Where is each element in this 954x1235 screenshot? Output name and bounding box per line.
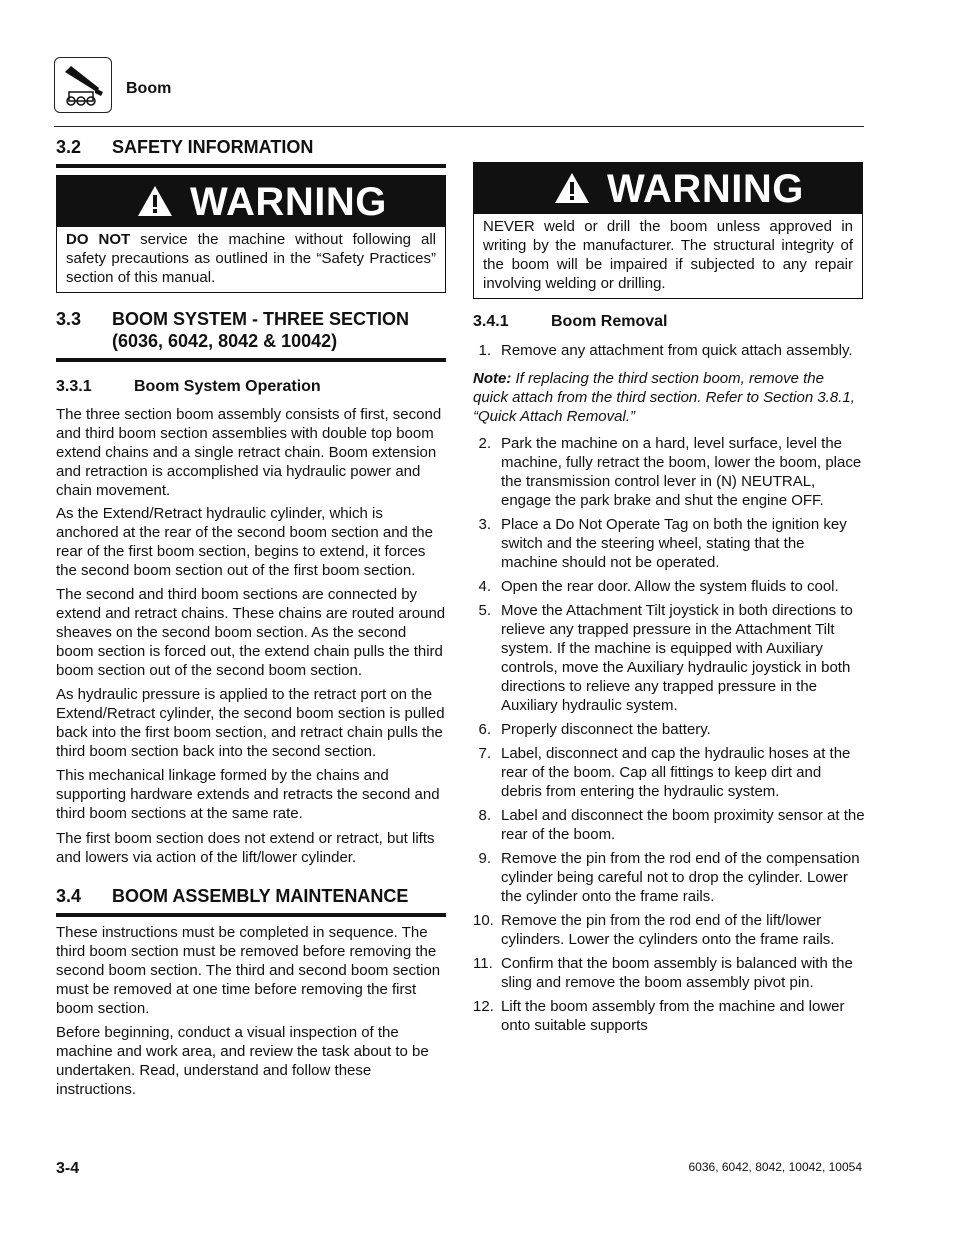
subsection-number: 3.4.1 [473, 313, 509, 330]
paragraph: As the Extend/Retract hydraulic cylinder, which is anchored at the rear of the second boom section and the rear of the first boom section, begins to extend, it forces the second boom section out of the first boom section. [56, 505, 433, 579]
note [473, 369, 863, 426]
subsection-heading-3-4-1 [473, 313, 667, 331]
warning-banner [474, 163, 862, 214]
step-number: 9. [478, 850, 491, 867]
section-number: 3.4 [56, 886, 82, 906]
warning-label: WARNING [607, 167, 804, 211]
step-number: 6. [478, 721, 491, 738]
list-item [473, 601, 865, 715]
step-list-first [473, 341, 865, 360]
list-item [473, 341, 865, 360]
list-item [473, 806, 865, 844]
step-number: 5. [478, 602, 491, 619]
warning-text [57, 227, 445, 292]
section-heading-3-4 [56, 885, 446, 917]
section-title: SAFETY INFORMATION [112, 137, 314, 157]
model-numbers: 6036, 6042, 8042, 10042, 10054 [688, 1160, 862, 1174]
warning-body-text: service the machine without following all safety precautions as outlined in the “Safety Practices” section of this manual. [66, 231, 436, 286]
step-text: Move the Attachment Tilt joystick in both directions to relieve any trapped pressure in the Attachment Tilt system. If the machine is equipped with Auxiliary controls, move the Auxiliary hydraulic joystick in both directions to relieve any trapped pressure in the Auxiliary hydraulic system. [501, 602, 853, 714]
section-title: BOOM SYSTEM - THREE SECTION (6036, 6042, 8042 & 10042) [112, 309, 410, 351]
list-item [473, 744, 865, 801]
subsection-title: Boom System Operation [134, 378, 321, 395]
step-text: Open the rear door. Allow the system fluids to cool. [501, 578, 839, 595]
subsection-heading-3-3-1 [56, 378, 321, 396]
step-number: 1. [478, 342, 491, 359]
warning-box-safety [56, 175, 446, 293]
note-text: If replacing the third section boom, remove the quick attach from the third section. Refer to Section 3.8.1, “Quick Attach Removal.” [473, 370, 855, 425]
step-text: Label, disconnect and cap the hydraulic hoses at the rear of the boom. Cap all fittings to keep dirt and debris from entering the hydraulic system. [501, 745, 851, 800]
note-label: Note: [473, 370, 512, 387]
step-text: Confirm that the boom assembly is balanced with the sling and remove the boom assembly pivot pin. [501, 955, 853, 991]
step-number: 12. [473, 998, 494, 1015]
step-number: 8. [478, 807, 491, 824]
paragraph: This mechanical linkage formed by the chains and supporting hardware extends and retracts the second and third boom sections at the same rate. [56, 767, 440, 822]
step-text: Remove the pin from the rod end of the lift/lower cylinders. Lower the cylinders onto the frame rails. [501, 912, 835, 948]
header-rule [54, 126, 864, 127]
warning-bold-lead: DO NOT [66, 231, 131, 248]
step-number: 11. [473, 955, 493, 972]
list-item [473, 515, 865, 572]
step-number: 2. [478, 435, 491, 452]
warning-triangle-icon [554, 172, 590, 204]
paragraph: Before beginning, conduct a visual inspection of the machine and work area, and review the task about to be undertaken. Read, understand and follow these instructions. [56, 1024, 429, 1098]
list-item [473, 911, 865, 949]
list-item [473, 720, 865, 739]
warning-box-welding [473, 162, 863, 299]
list-item [473, 577, 865, 596]
warning-label: WARNING [190, 180, 387, 224]
step-text: Park the machine on a hard, level surface, level the machine, fully retract the boom, lower the boom, place the transmission control lever in (N) NEUTRAL, engage the park brake and shut the engine OFF. [501, 435, 862, 509]
step-text: Remove the pin from the rod end of the compensation cylinder being careful not to drop the cylinder. Lower the cylinder onto the frame rails. [501, 850, 860, 905]
paragraph: The three section boom assembly consists of first, second and third boom section assemblies with double top boom extend chains and a single retract chain. Boom extension and retraction is accomplished via hydraulic power and chain movement. [56, 406, 442, 499]
section-number: 3.2 [56, 137, 82, 157]
paragraph: As hydraulic pressure is applied to the retract port on the Extend/Retract cylinder, the second boom section is pulled back into the first boom section, and retract chain pulls the third boom section back into the second section. [56, 686, 445, 760]
subsection-title: Boom Removal [551, 313, 668, 330]
paragraph: The second and third boom sections are connected by extend and retract chains. These chains are routed around sheaves on the second boom section. As the second boom section is forced out, the extend chain pulls the third boom section out of the second boom section. [56, 586, 446, 679]
step-text: Remove any attachment from quick attach assembly. [501, 342, 853, 359]
paragraph: The first boom section does not extend or retract, but lifts and lowers via action of the lift/lower cylinder. [56, 830, 435, 866]
paragraph: These instructions must be completed in sequence. The third boom section must be removed before removing the second boom section. The third and second boom section must be removed at one time before removing the first boom section. [56, 924, 441, 1017]
step-number: 10. [473, 912, 494, 929]
section-heading-3-2 [56, 136, 446, 168]
step-text: Properly disconnect the battery. [501, 721, 711, 738]
list-item [473, 997, 865, 1035]
list-item [473, 849, 865, 906]
step-number: 7. [478, 745, 491, 762]
step-text: Place a Do Not Operate Tag on both the ignition key switch and the steering wheel, stating that the machine should not be operated. [501, 516, 847, 571]
list-item [473, 954, 865, 992]
warning-banner [57, 176, 445, 227]
step-list [473, 434, 865, 1040]
page-number: 3-4 [56, 1160, 80, 1177]
step-text: Label and disconnect the boom proximity sensor at the rear of the boom. [501, 807, 865, 843]
step-text: Lift the boom assembly from the machine and lower onto suitable supports [501, 998, 845, 1034]
list-item [473, 434, 865, 510]
step-number: 4. [478, 578, 491, 595]
subsection-number: 3.3.1 [56, 378, 92, 395]
warning-triangle-icon [137, 185, 173, 217]
warning-text: NEVER weld or drill the boom unless approved in writing by the manufacturer. The structural integrity of the boom will be impaired if subjected to any repair involving welding or drilling. [483, 218, 853, 292]
section-heading-3-3 [56, 308, 446, 362]
step-number: 3. [478, 516, 491, 533]
header-section-title: Boom [126, 80, 172, 97]
telehandler-icon [54, 57, 112, 113]
section-title: BOOM ASSEMBLY MAINTENANCE [112, 886, 409, 906]
section-number: 3.3 [56, 309, 82, 329]
